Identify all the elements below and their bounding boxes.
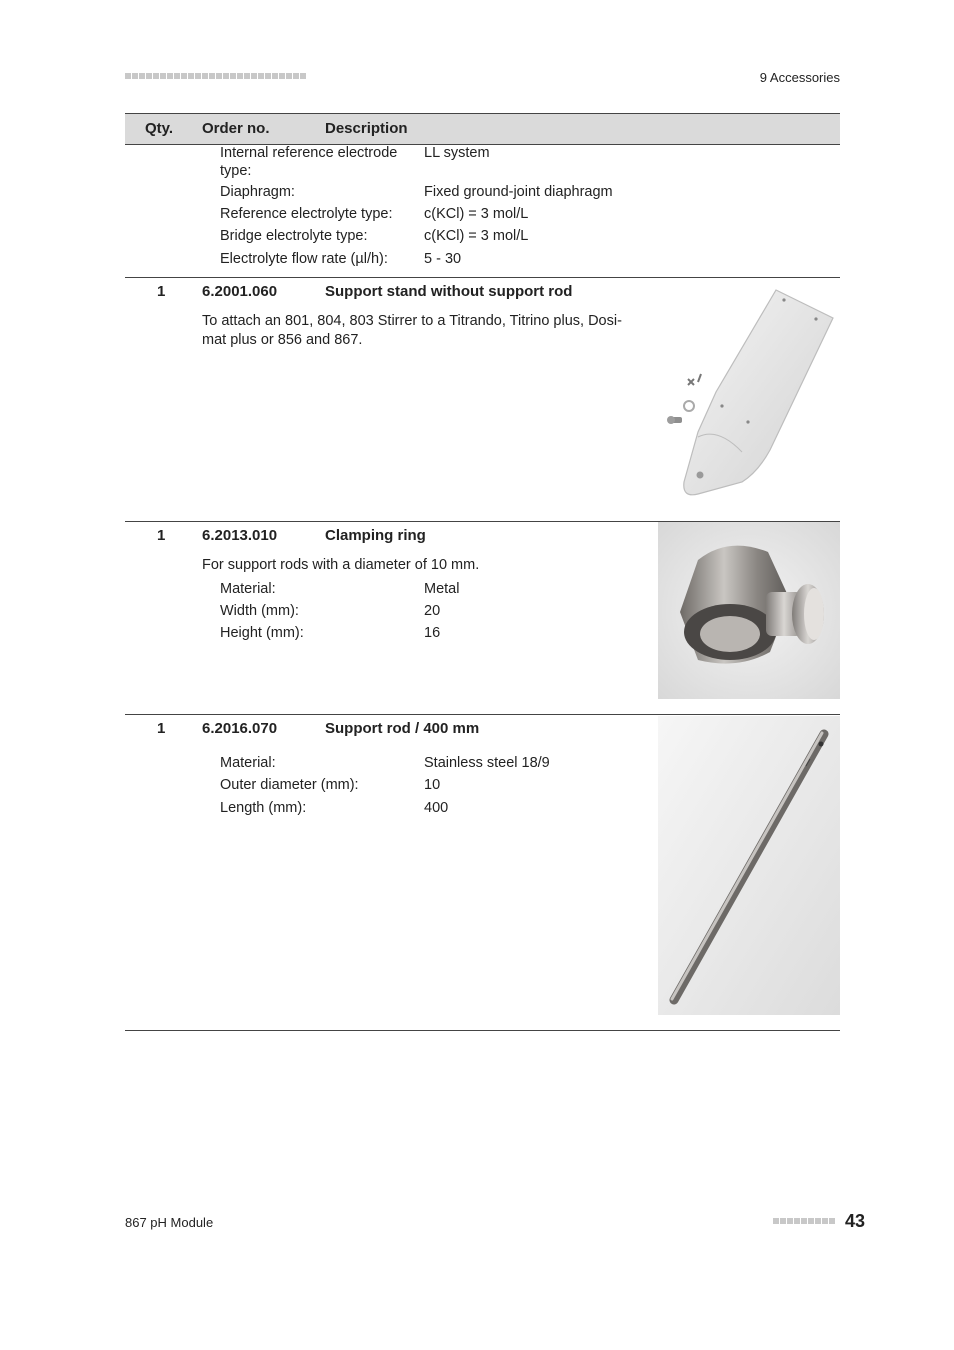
spec-label: Electrolyte flow rate (µl/h): [220,251,388,267]
col-order-no: Order no. [202,120,270,137]
spec-value: Stainless steel 18/9 [424,755,550,771]
spec-label: Bridge electrolyte type: [220,228,368,244]
spec-label: Outer diameter (mm): [220,777,359,793]
item-description: To attach an 801, 804, 803 Stirrer to a Titrando, Titrino plus, Dosi- [202,313,622,329]
spec-label: Material: [220,755,276,771]
spec-value: c(KCl) = 3 mol/L [424,228,529,244]
spec-label: Internal reference electrode type: [220,145,398,179]
table-header [125,113,840,145]
spec-label: Material: [220,581,276,597]
spec-label: Diaphragm: [220,184,295,200]
footer-decoration [773,1218,835,1224]
spec-value: 16 [424,625,441,641]
spec-value: LL system [424,145,490,161]
item-name: Support stand without support rod [325,283,573,300]
spec-value: 400 [424,800,449,816]
col-description: Description [325,120,408,137]
spec-value: 10 [424,777,441,793]
clamping-ring-image [658,522,840,699]
spec-label: Reference electrolyte type: [220,206,393,222]
item-order-no: 6.2001.060 [202,283,278,300]
item-description: mat plus or 856 and 867. [202,332,363,348]
item-name: Clamping ring [325,527,426,544]
item-qty: 1 [157,720,166,737]
spec-label: Width (mm): [220,603,299,619]
col-qty: Qty. [145,120,174,137]
item-description: For support rods with a diameter of 10 mm. [202,557,480,573]
spec-label: Height (mm): [220,625,304,641]
spec-value: Fixed ground-joint diaphragm [424,184,613,200]
support-rod-image [658,716,840,1015]
section-title: 9 Accessories [759,70,840,85]
row-divider [125,714,840,715]
spec-value: 20 [424,603,441,619]
page-number: 43 [845,1211,866,1231]
spec-value: c(KCl) = 3 mol/L [424,206,529,222]
header-decoration [125,73,306,79]
spec-value: 5 - 30 [424,251,462,267]
item-order-no: 6.2013.010 [202,527,278,544]
spec-label: Length (mm): [220,800,307,816]
item-name: Support rod / 400 mm [325,720,480,737]
item-qty: 1 [157,527,166,544]
item-qty: 1 [157,283,166,300]
footer-product: 867 pH Module [125,1215,214,1230]
item-order-no: 6.2016.070 [202,720,278,737]
row-divider [125,277,840,278]
support-stand-image [658,282,840,500]
spec-value: Metal [424,581,460,597]
table-bottom [125,1030,840,1031]
